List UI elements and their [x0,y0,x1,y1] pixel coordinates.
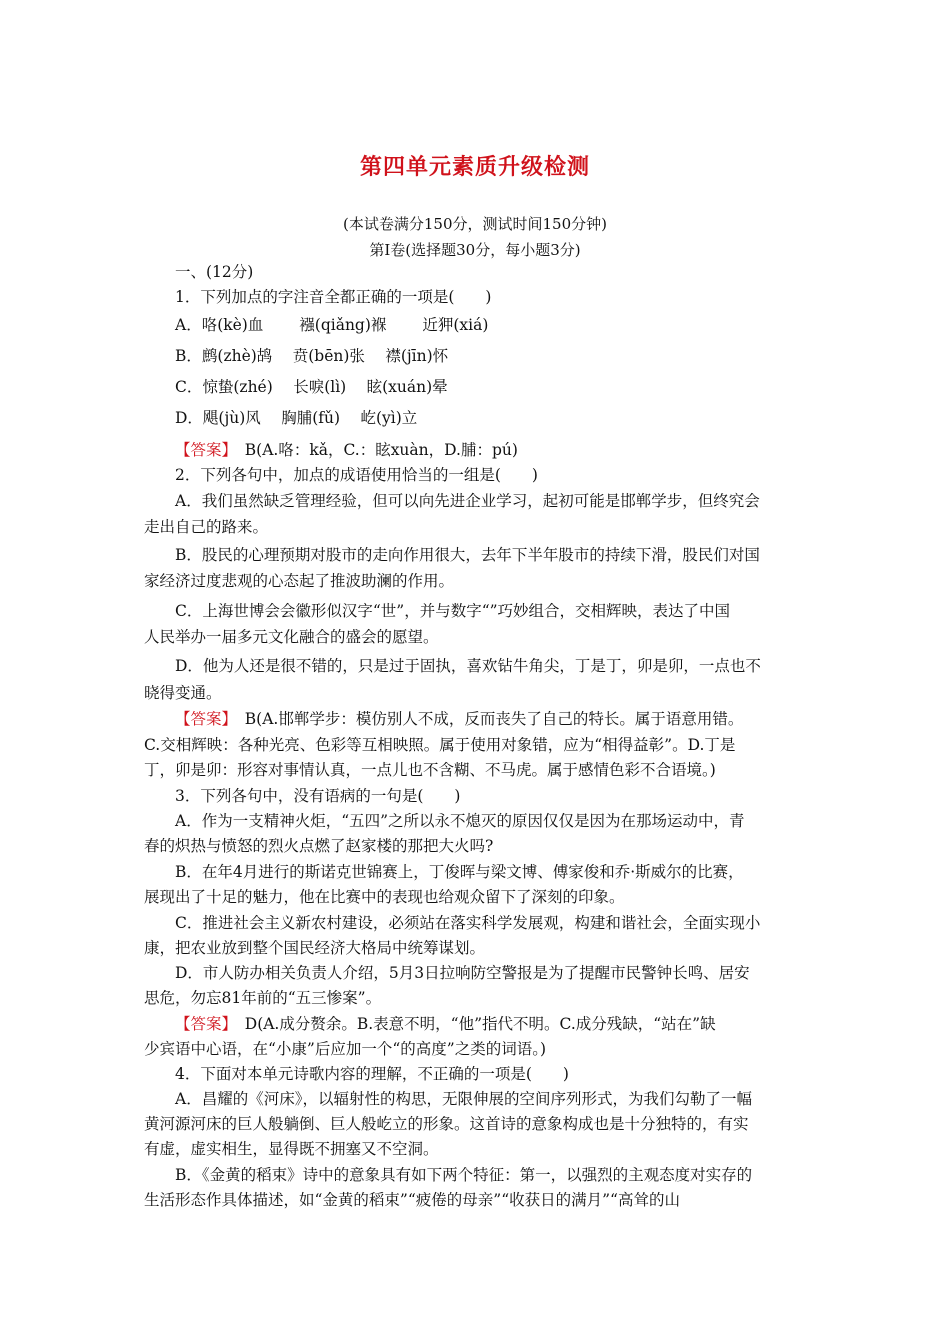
q3-stem: 3．下列各句中，没有语病的一句是( ) [175,787,461,805]
q1-option-c: C．惊蛰(zhé) 长唳(lì) 眩(xuán)晕 [175,378,448,396]
q4-option-a-line1: A．昌耀的《河床》，以辐射性的构思，无限伸展的空间序列形式，为我们勾勒了一幅 [175,1090,752,1108]
answer-tag: 【答案】 [175,441,230,459]
q3-option-a-line1: A．作为一支精神火炬，“五四”之所以永不熄灭的原因仅仅是因为在那场运动中，青 [175,812,745,830]
answer-tag: 【答案】 [175,1015,230,1033]
q2-option-d-line1: D．他为人还是很不错的，只是过于固执，喜欢钻牛角尖，丁是丁，卯是卯，一点也不 [175,657,761,675]
q1-option-a: A．咯(kè)血 襁(qiǎng)褓 近狎(xiá) [175,316,489,334]
q3-option-b-line1: B．在年4月进行的斯诺克世锦赛上，丁俊晖与梁文博、傅家俊和乔·斯威尔的比赛， [175,863,744,881]
q1-option-b: B．鹧(zhè)鸪 贲(bēn)张 襟(jīn)怀 [175,347,449,365]
q3-answer-line2: 少宾语中心语，在“小康”后应加一个“的高度”之类的词语。) [144,1040,546,1058]
q1-answer-text: B(A.咯：kǎ，C.：眩xuàn，D.脯：pú) [229,441,518,459]
q3-option-c-line1: C．推进社会主义新农村建设，必须站在落实科学发展观，构建和谐社会，全面实现小 [175,914,761,932]
q2-option-c-line2: 人民举办一届多元文化融合的盛会的愿望。 [144,628,439,646]
q2-answer-line3: 丁，卯是卯：形容对事情认真，一点儿也不含糊、不马虎。属于感情色彩不合语境。) [144,761,716,779]
q1-option-d: D．飓(jù)风 胸脯(fǔ) 屹(yì)立 [175,409,418,427]
q4-stem: 4．下面对本单元诗歌内容的理解，不正确的一项是( ) [175,1065,569,1083]
q4-option-b-line2: 生活形态作具体描述，如“金黄的稻束”“疲倦的母亲”“收获日的满月”“高耸的山 [144,1191,680,1209]
answer-tag: 【答案】 [175,710,230,728]
q2-option-d-line2: 晓得变通。 [144,684,222,702]
q2-answer-line2: C.交相辉映：各种光亮、色彩等互相映照。属于使用对象错，应为“相得益彰”。D.丁是 [144,736,736,754]
volume-heading: 第Ⅰ卷(选择题30分，每小题3分) [369,241,581,259]
q3-option-d-line2: 思危，勿忘81年前的“五三惨案”。 [144,989,382,1007]
q3-option-d-line1: D．市人防办相关负责人介绍，5月3日拉响防空警报是为了提醒市民警钟长鸣、居安 [175,964,750,982]
q2-option-a-line2: 走出自己的路来。 [144,518,269,536]
q2-option-a-line1: A．我们虽然缺乏管理经验，但可以向先进企业学习，起初可能是邯郸学步，但终究会 [175,492,760,510]
page-title: 第四单元素质升级检测 [359,154,590,180]
q3-answer-text: D(A.成分赘余。B.表意不明，“他”指代不明。C.成分残缺，“站在”缺 [229,1015,716,1033]
q1-stem: 1．下列加点的字注音全都正确的一项是( ) [175,288,492,306]
q2-answer-line1 [175,709,743,729]
q3-option-b-line2: 展现出了十足的魅力，他在比赛中的表现也给观众留下了深刻的印象。 [144,888,625,906]
q2-option-b-line2: 家经济过度悲观的心态起了推波助澜的作用。 [144,572,455,590]
q3-option-a-line2: 春的炽热与愤怒的烈火点燃了赵家楼的那把大火吗? [144,837,494,855]
q4-option-a-line3: 有虚，虚实相生，显得既不拥塞又不空洞。 [144,1140,439,1158]
q3-option-c-line2: 康，把农业放到整个国民经济大格局中统筹谋划。 [144,939,486,957]
q1-answer [175,440,518,460]
section-heading: 一、(12分) [175,263,254,281]
q3-answer-line1 [175,1014,716,1034]
q2-answer-text: B(A.邯郸学步：模仿别人不成，反而丧失了自己的特长。属于语意用错。 [229,710,744,728]
q2-stem: 2．下列各句中，加点的成语使用恰当的一组是( ) [175,466,538,484]
q4-option-b-line1: B．《金黄的稻束》诗中的意象具有如下两个特征：第一，以强烈的主观态度对实存的 [175,1166,753,1184]
q2-option-c-line1: C．上海世博会会徽形似汉字“世”，并与数字“”巧妙组合，交相辉映，表达了中国 [175,602,731,620]
q2-option-b-line1: B．股民的心理预期对股市的走向作用很大，去年下半年股市的持续下滑，股民们对国 [175,546,760,564]
q4-option-a-line2: 黄河源河床的巨人般躺倒、巨人般屹立的形象。这首诗的意象构成也是十分独特的，有实 [144,1115,749,1133]
exam-info: (本试卷满分150分，测试时间150分钟) [343,215,607,233]
